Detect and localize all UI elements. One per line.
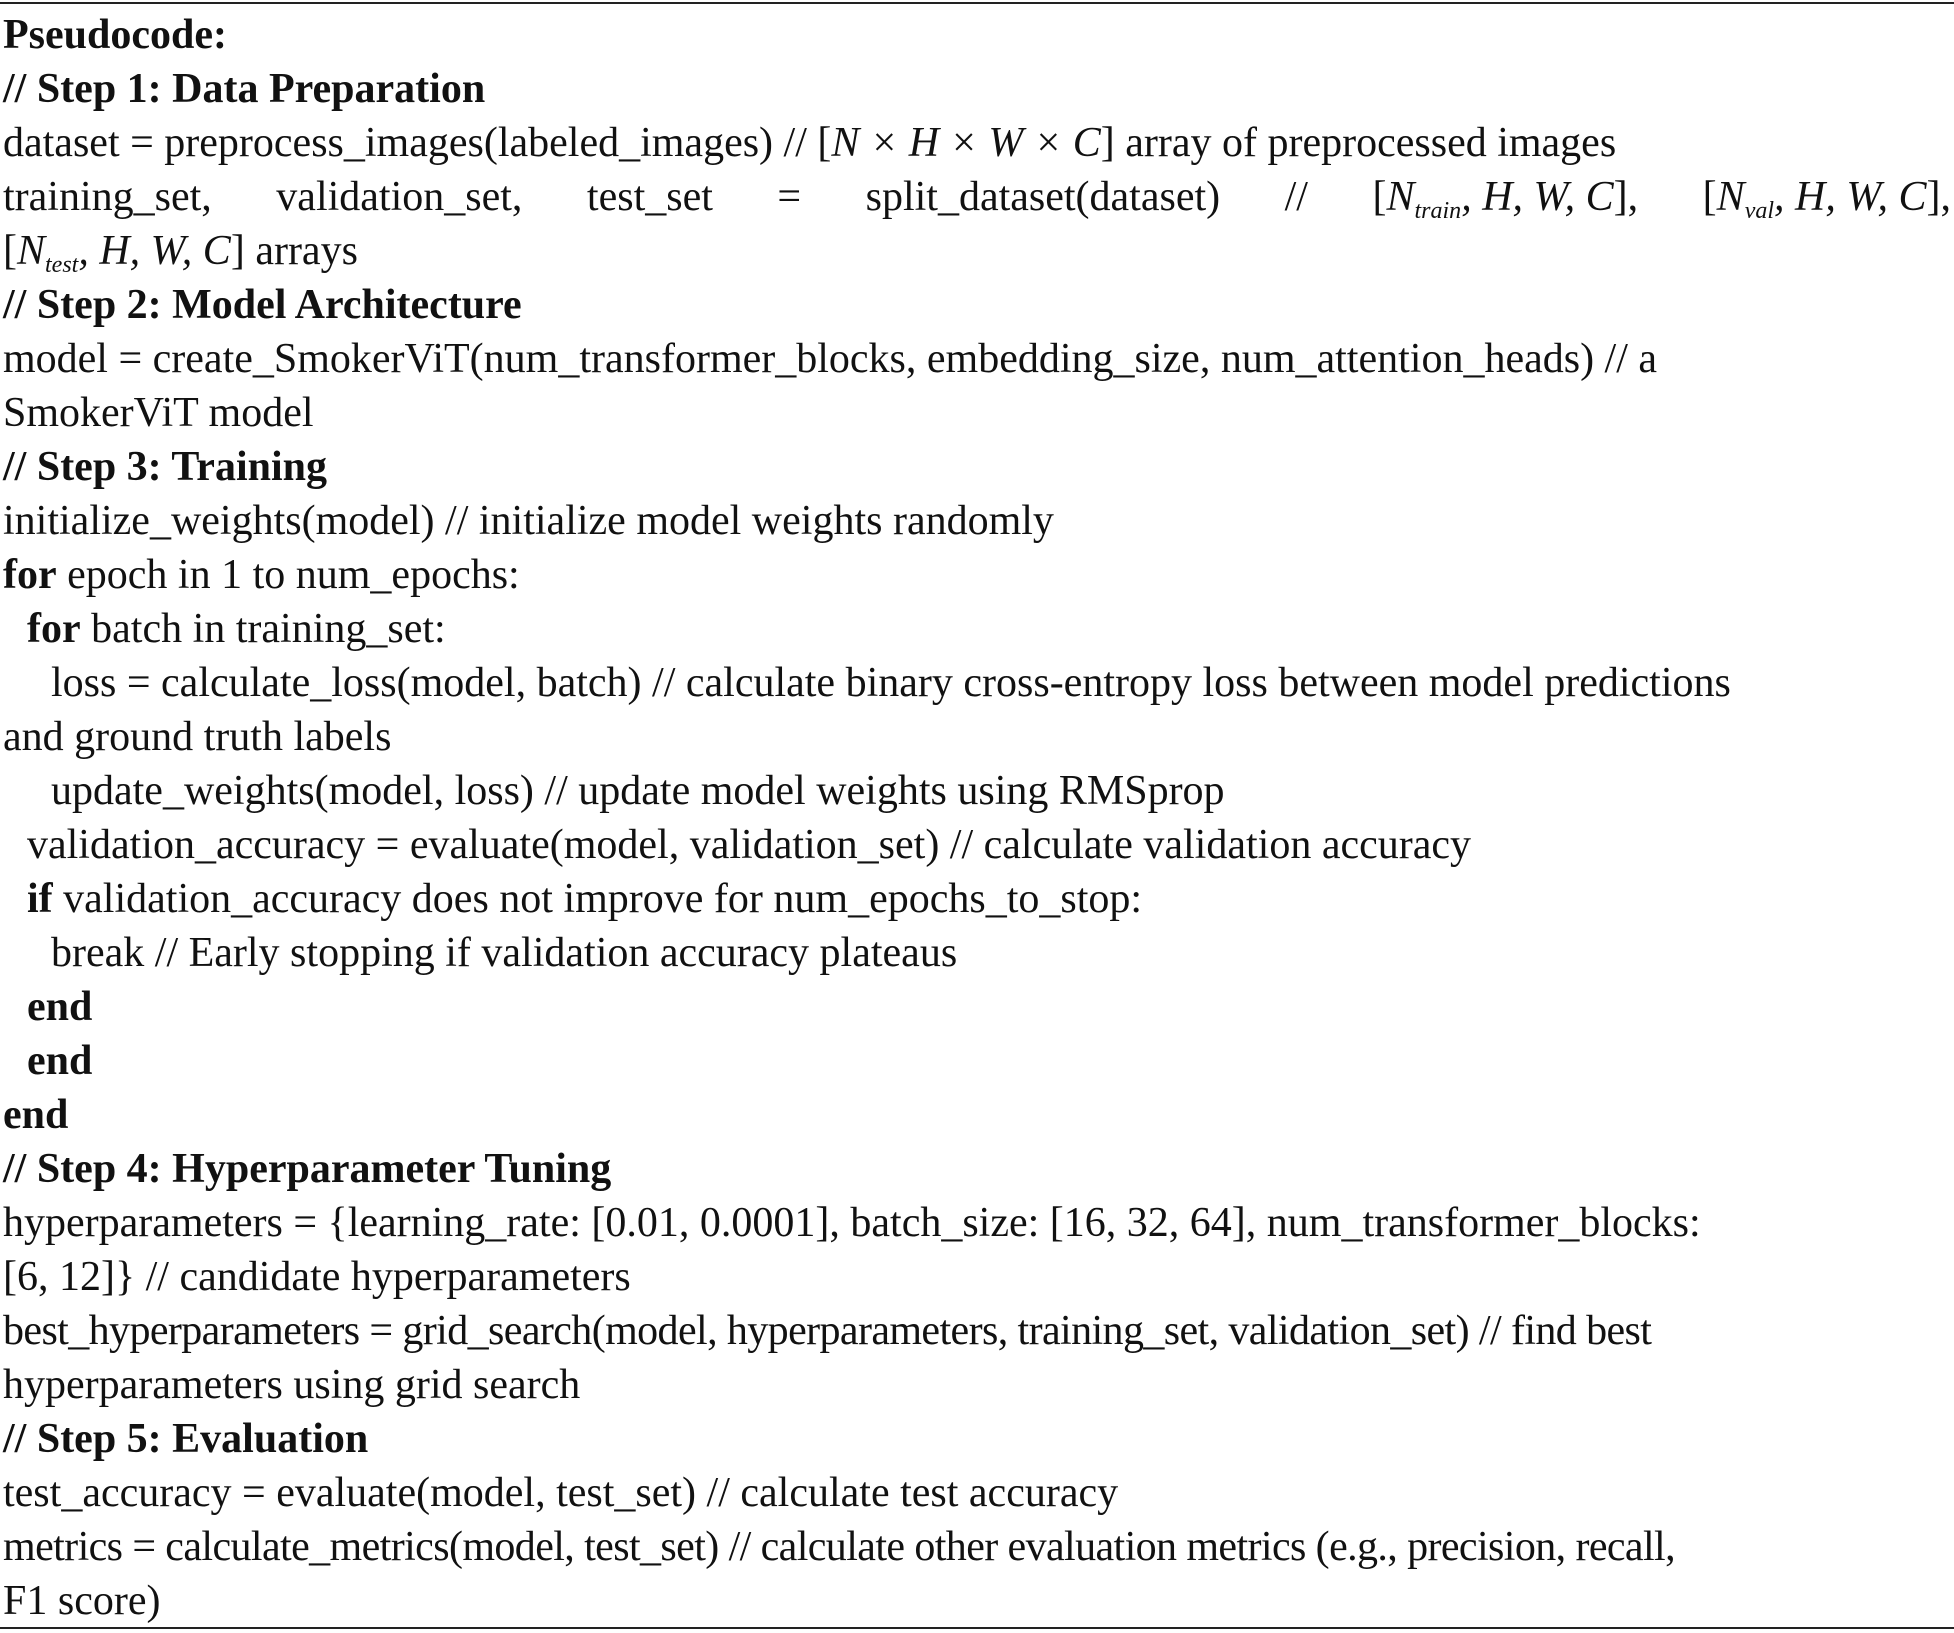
bottom-rule — [0, 1627, 1954, 1629]
pseudocode-heading: Pseudocode: — [3, 12, 227, 58]
n-symbol: N — [17, 228, 46, 274]
shape-rest: , H, W, C — [1461, 174, 1614, 220]
step1-line2-b: validation_set, — [276, 174, 523, 220]
bracket: ] arrays — [230, 228, 358, 274]
step1-line1-code: dataset = preprocess_images(labeled_images) // [ — [3, 120, 832, 166]
step1-line2-val-shape — [1703, 170, 1951, 224]
step3-end-for-batch: end — [27, 1038, 93, 1084]
step1-line1-tail: ] array of preprocessed images — [1100, 120, 1617, 166]
step2-title: // Step 2: Model Architecture — [3, 282, 522, 328]
n-symbol: N — [1386, 174, 1415, 220]
step1-line1-dims: N × H × W × C — [831, 120, 1101, 166]
subscript: val — [1744, 198, 1775, 224]
step1-line2-a: training_set, — [3, 174, 212, 220]
step1-title: // Step 1: Data Preparation — [3, 66, 486, 112]
step4-line2: [6, 12]} // candidate hyperparameters — [3, 1254, 631, 1300]
bracket: ], — [1926, 174, 1951, 220]
step3-if — [3, 872, 1951, 926]
keyword-for: for — [3, 552, 57, 598]
keyword-if: if — [27, 876, 53, 922]
step3-end-for-epoch: end — [3, 1092, 69, 1138]
step1-line2-c: test_set — [586, 174, 713, 220]
keyword-for: for — [27, 606, 81, 652]
step5-line3: F1 score) — [3, 1578, 161, 1624]
step3-loss-line2: and ground truth labels — [3, 714, 392, 760]
step1-line1 — [3, 116, 1951, 170]
step1-line3 — [3, 224, 1951, 278]
step3-validation-accuracy: validation_accuracy = evaluate(model, validation_set) // calculate validation accuracy — [27, 822, 1472, 868]
top-rule — [0, 2, 1954, 4]
shape-rest: , H, W, C — [78, 228, 231, 274]
subscript: train — [1414, 198, 1462, 224]
step3-end-if: end — [27, 984, 93, 1030]
step1-line2-d: = — [777, 174, 802, 220]
step2-line1: model = create_SmokerViT(num_transformer_blocks, embedding_size, num_attention_heads) // a — [3, 336, 1658, 382]
step1-line2-train-shape — [1372, 170, 1638, 224]
shape-rest: , H, W, C — [1774, 174, 1927, 220]
subscript: test — [45, 252, 79, 278]
step5-line1: test_accuracy = evaluate(model, test_set) // calculate test accuracy — [3, 1470, 1119, 1516]
step4-title: // Step 4: Hyperparameter Tuning — [3, 1146, 612, 1192]
pseudocode-block — [3, 8, 1951, 1628]
for-batch-rest: batch in training_set: — [80, 606, 446, 652]
bracket: [ — [3, 228, 17, 274]
step3-for-epoch — [3, 548, 1951, 602]
bracket: [ — [1702, 174, 1717, 220]
bracket: ], — [1613, 174, 1639, 220]
step3-update: update_weights(model, loss) // update model weights using RMSprop — [51, 768, 1225, 814]
step2-line2: SmokerViT model — [3, 390, 314, 436]
n-symbol: N — [1716, 174, 1745, 220]
step4-line4: hyperparameters using grid search — [3, 1362, 581, 1408]
step3-loss-line1: loss = calculate_loss(model, batch) // calculate binary cross-entropy loss between model predictions — [51, 660, 1731, 706]
step3-break: break // Early stopping if validation accuracy plateaus — [51, 930, 958, 976]
step1-line2 — [3, 170, 1951, 224]
for-epoch-rest: epoch in 1 to num_epochs: — [56, 552, 520, 598]
step3-init: initialize_weights(model) // initialize model weights randomly — [3, 498, 1054, 544]
step3-for-batch — [3, 602, 1951, 656]
step5-title: // Step 5: Evaluation — [3, 1416, 369, 1462]
step4-line3: best_hyperparameters = grid_search(model, hyperparameters, training_set, validation_set) // find best — [3, 1308, 1652, 1354]
if-rest: validation_accuracy does not improve for num_epochs_to_stop: — [52, 876, 1143, 922]
step1-line2-e: split_dataset(dataset) — [865, 174, 1221, 220]
bracket: [ — [1372, 174, 1387, 220]
step5-line2: metrics = calculate_metrics(model, test_set) // calculate other evaluation metrics (e.g., precision, recall, — [3, 1524, 1676, 1570]
step1-line2-f: // — [1284, 174, 1308, 220]
step4-line1: hyperparameters = {learning_rate: [0.01, 0.0001], batch_size: [16, 32, 64], num_transformer_blocks: — [3, 1200, 1701, 1246]
step3-title: // Step 3: Training — [3, 444, 328, 490]
